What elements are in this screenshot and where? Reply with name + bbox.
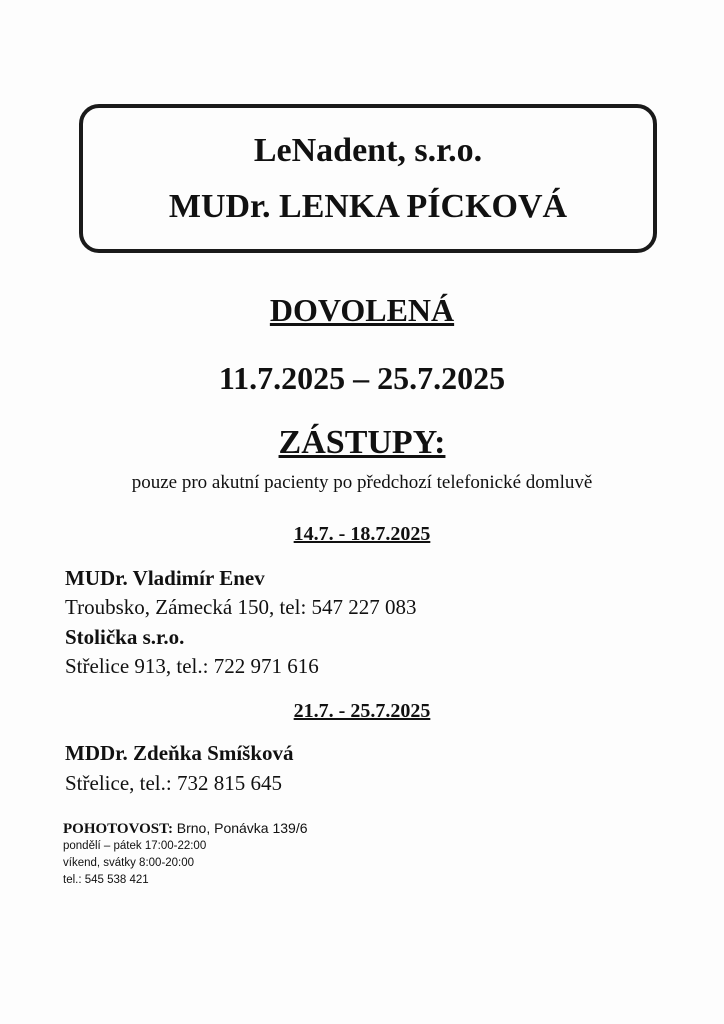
substitute-2-details: Střelice 913, tel.: 722 971 616 xyxy=(65,654,319,678)
substitute-1-name: MUDr. Vladimír Enev xyxy=(65,566,265,590)
company-name: LeNadent, s.r.o. xyxy=(253,132,483,169)
emergency-phone: tel.: 545 538 421 xyxy=(63,874,149,886)
substitute-3-details: Střelice, tel.: 732 815 645 xyxy=(65,771,282,795)
substitute-2-name: Stolička s.r.o. xyxy=(65,625,185,649)
header-box xyxy=(79,104,657,253)
emergency-weekdays: pondělí – pátek 17:00-22:00 xyxy=(63,840,207,852)
emergency-address: Brno, Ponávka 139/6 xyxy=(176,820,308,836)
substitutes-note: pouze pro akutní pacienty po předchozí telefonické domluvě xyxy=(131,472,593,493)
doctor-name: MUDr. LENKA PÍCKOVÁ xyxy=(168,188,568,225)
emergency-block xyxy=(63,820,308,889)
emergency-heading xyxy=(63,820,308,838)
period-1-range: 14.7. - 18.7.2025 xyxy=(293,523,431,545)
substitute-3-name: MDDr. Zdeňka Smíšková xyxy=(65,741,294,765)
emergency-label: POHOTOVOST: xyxy=(63,821,173,837)
emergency-weekend: víkend, svátky 8:00-20:00 xyxy=(63,857,195,869)
substitute-1-details: Troubsko, Zámecká 150, tel: 547 227 083 xyxy=(65,595,417,619)
substitutes-title: ZÁSTUPY: xyxy=(278,424,446,461)
period-2-range: 21.7. - 25.7.2025 xyxy=(293,700,431,722)
vacation-title: DOVOLENÁ xyxy=(269,292,455,328)
vacation-dates: 11.7.2025 – 25.7.2025 xyxy=(218,360,506,396)
